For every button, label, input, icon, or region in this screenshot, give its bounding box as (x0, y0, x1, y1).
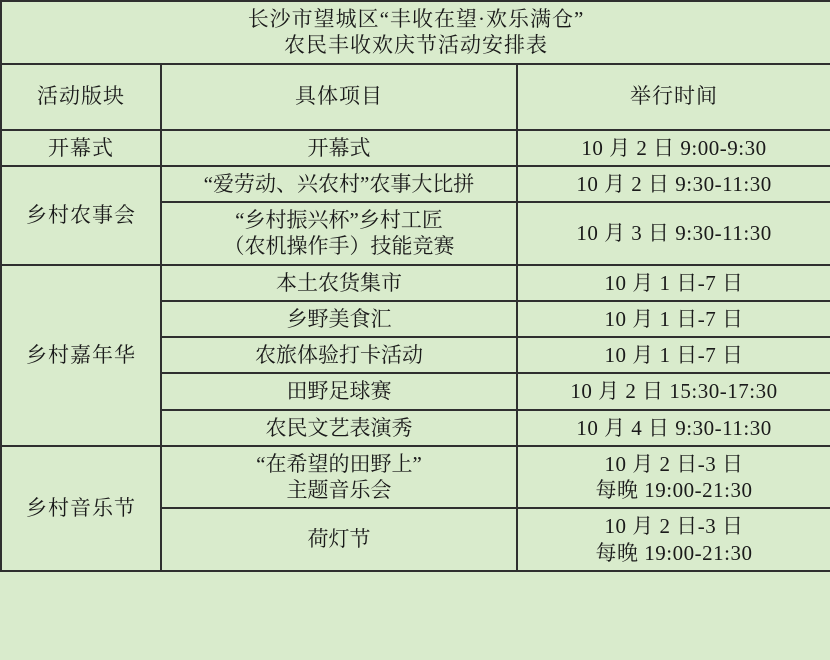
time-label-line-2: 每晚 19:00-21:30 (595, 478, 753, 502)
time-label: 10 月 3 日 9:30-11:30 (517, 202, 830, 265)
item-label-line-2: （农机操作手）技能竞赛 (223, 234, 455, 259)
item-label: 田野足球赛 (161, 373, 517, 409)
item-label-line-2: 主题音乐会 (286, 478, 392, 502)
title-row (1, 1, 830, 64)
time-label: 10 月 4 日 9:30-11:30 (517, 410, 830, 446)
item-label (161, 446, 517, 509)
column-header-item: 具体项目 (161, 64, 517, 130)
time-label: 10 月 2 日 15:30-17:30 (517, 373, 830, 409)
item-label: 乡野美食汇 (161, 301, 517, 337)
page-bottom-margin (0, 572, 830, 660)
title-line-2: 农民丰收欢庆节活动安排表 (284, 33, 548, 58)
time-label: 10 月 1 日-7 日 (517, 265, 830, 301)
table-row (1, 265, 830, 301)
item-label: 荷灯节 (161, 508, 517, 571)
table-header-row (1, 64, 830, 130)
table-row (1, 166, 830, 202)
time-label-line-1: 10 月 2 日-3 日 (604, 451, 744, 476)
item-label: 农民文艺表演秀 (161, 410, 517, 446)
time-label: 10 月 1 日-7 日 (517, 337, 830, 373)
item-label: “爱劳动、兴农村”农事大比拼 (161, 166, 517, 202)
table-row (1, 130, 830, 166)
time-label (517, 508, 830, 571)
item-label-line-1: “乡村振兴杯”乡村工匠 (235, 208, 443, 232)
time-label: 10 月 1 日-7 日 (517, 301, 830, 337)
time-label-line-2: 每晚 19:00-21:30 (595, 540, 753, 565)
item-label (161, 202, 517, 265)
time-label (517, 446, 830, 509)
table-row (1, 446, 830, 509)
column-header-section: 活动版块 (1, 64, 161, 130)
title-line-1: 长沙市望城区“丰收在望·欢乐满仓” (247, 7, 585, 31)
item-label: 开幕式 (161, 130, 517, 166)
item-label: 本土农货集市 (161, 265, 517, 301)
time-label: 10 月 2 日 9:30-11:30 (517, 166, 830, 202)
column-header-time: 举行时间 (517, 64, 830, 130)
time-label-line-1: 10 月 2 日-3 日 (604, 514, 744, 539)
section-label: 开幕式 (1, 130, 161, 166)
document-title (1, 1, 830, 64)
section-label: 乡村嘉年华 (1, 265, 161, 446)
section-label: 乡村音乐节 (1, 446, 161, 571)
item-label: 农旅体验打卡活动 (161, 337, 517, 373)
item-label-line-1: “在希望的田野上” (256, 451, 422, 476)
section-label: 乡村农事会 (1, 166, 161, 265)
time-label: 10 月 2 日 9:00-9:30 (517, 130, 830, 166)
